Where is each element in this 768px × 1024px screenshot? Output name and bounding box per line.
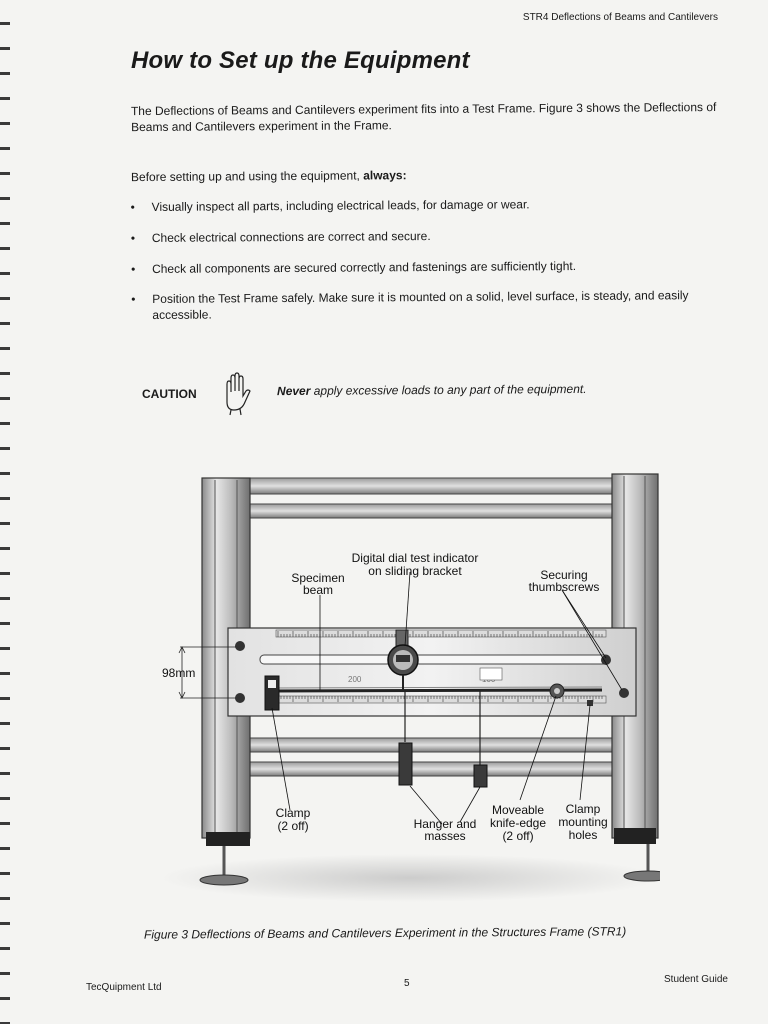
caution-label: CAUTION	[142, 387, 197, 401]
caution-message: apply excessive loads to any part of the equipment.	[310, 381, 587, 398]
label-mounting-holes: Clamp	[565, 802, 601, 816]
list-item: • Position the Test Frame safely. Make sure it is mounted on a solid, level surface, is steady, and easily accessible.	[131, 287, 731, 323]
before-setup-paragraph	[131, 165, 731, 185]
list-item: • Visually inspect all parts, including electrical leads, for damage or wear.	[131, 195, 731, 215]
page-title: How to Set up the Equipment	[131, 47, 470, 74]
label-mounting-holes: mounting	[558, 815, 608, 829]
figure-caption: Figure 3 Deflections of Beams and Cantilevers Experiment in the Structures Frame (STR1)	[143, 924, 627, 942]
label-knife-edge: (2 off)	[502, 829, 534, 843]
label-thumbscrews: thumbscrews	[528, 580, 600, 594]
panel-logo	[480, 668, 502, 680]
label-knife-edge: Moveable	[491, 803, 545, 817]
before-setup-text: Before setting up and using the equipment,	[130, 168, 364, 185]
label-dial-indicator: Digital dial test indicator	[351, 551, 479, 565]
left-levelling-foot	[200, 875, 248, 885]
intro-paragraph: The Deflections of Beams and Cantilevers experiment fits into a Test Frame. Figure 3 shows the Deflections of Beams and Cantilevers experiment in the Frame.	[130, 100, 717, 135]
lower-rail	[240, 738, 620, 752]
label-knife-edge: knife-edge	[489, 816, 547, 830]
list-item: • Check electrical connections are correct and secure.	[131, 226, 731, 246]
top-rail	[240, 478, 620, 494]
label-dial-indicator: on sliding bracket	[368, 564, 462, 578]
label-mounting-holes: holes	[568, 828, 598, 842]
right-post-foot	[614, 828, 656, 844]
label-dimension: 98mm	[162, 666, 196, 680]
label-thumbscrews: Securing	[540, 568, 588, 582]
footer-company: TecQuipment Ltd	[86, 982, 162, 993]
caution-never: Never	[276, 383, 311, 399]
label-specimen-beam: beam	[302, 583, 334, 597]
thumbscrew-icon	[619, 688, 629, 698]
spiral-binding	[0, 0, 10, 1024]
safety-checklist	[131, 195, 732, 323]
panel-slot	[260, 655, 610, 664]
thumbscrew-icon	[235, 693, 245, 703]
label-clamp: Clamp	[275, 806, 311, 820]
footer-guide: Student Guide	[664, 974, 728, 985]
thumbscrew-icon	[235, 641, 245, 651]
before-setup-emphasis: always:	[363, 168, 407, 183]
equipment-diagram	[140, 460, 660, 920]
label-specimen-beam: Specimen	[291, 571, 345, 585]
bottom-rail	[240, 762, 620, 776]
caution-text	[277, 382, 587, 398]
label-hanger: Hanger and	[413, 817, 477, 831]
hand-icon	[218, 372, 258, 421]
hanger-masses-left	[399, 743, 412, 785]
running-header: STR4 Deflections of Beams and Cantilevers	[522, 12, 718, 23]
right-levelling-foot	[624, 871, 660, 881]
hanger-masses-right	[474, 765, 487, 787]
page-number: 5	[404, 978, 410, 989]
left-post-foot	[206, 832, 250, 846]
label-clamp: (2 off)	[277, 819, 309, 833]
equipment-figure	[140, 460, 660, 925]
label-hanger: masses	[424, 829, 466, 843]
list-item: • Check all components are secured correctly and fastenings are sufficiently tight.	[131, 257, 731, 277]
svg-text:200: 200	[348, 675, 362, 684]
upper-rail	[240, 504, 620, 518]
